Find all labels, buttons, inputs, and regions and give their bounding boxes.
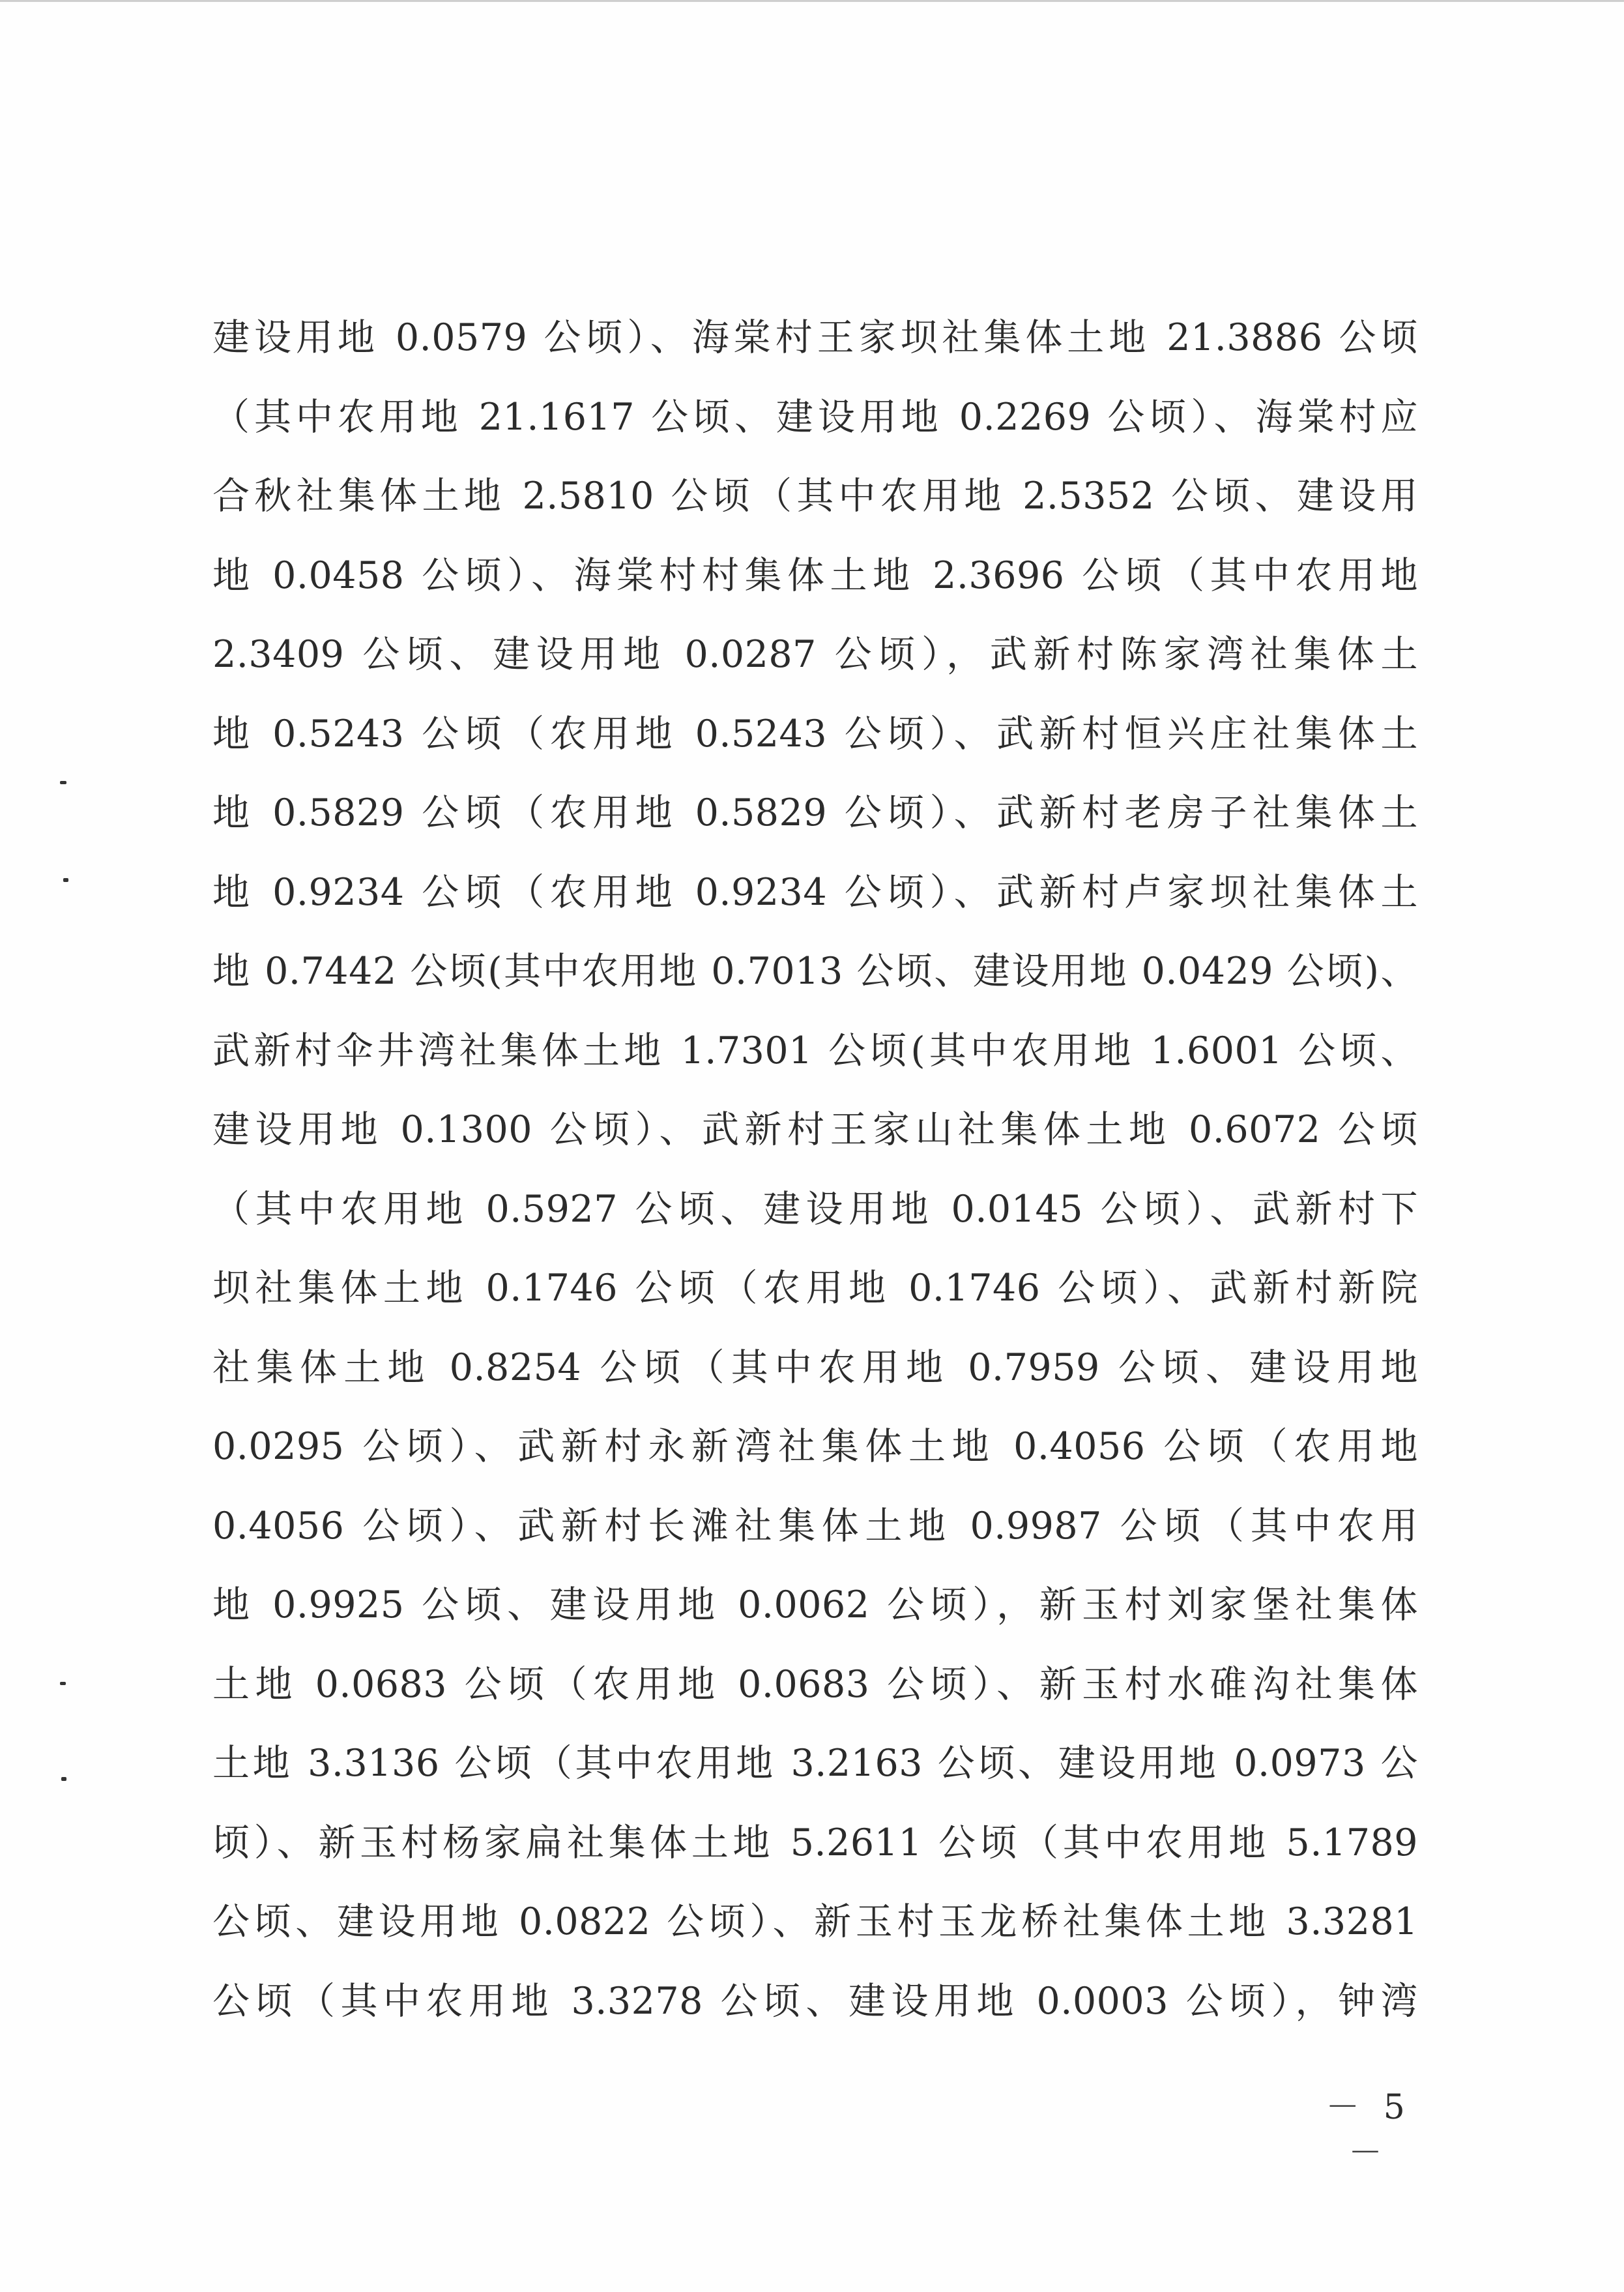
- page-number: － 5 －: [1326, 2088, 1412, 2173]
- scan-edge: [0, 0, 1624, 2]
- text-line: 建设用地 0.1300 公顷）、武新村王家山社集体土地 0.6072 公顷: [212, 1108, 1418, 1151]
- text-line: 2.3409 公顷、建设用地 0.0287 公顷），武新村陈家湾社集体土: [212, 633, 1418, 676]
- scan-speck: [61, 1777, 66, 1781]
- text-line: 地 0.9234 公顷（农用地 0.9234 公顷）、武新村卢家坝社集体土: [212, 870, 1418, 914]
- text-line: 建设用地 0.0579 公顷）、海棠村王家坝社集体土地 21.3886 公顷: [212, 316, 1418, 359]
- scan-speck: [60, 781, 66, 784]
- scan-speck: [63, 878, 68, 882]
- text-line: 地 0.0458 公顷）、海棠村村集体土地 2.3696 公顷（其中农用地: [212, 553, 1418, 597]
- text-line: 坝社集体土地 0.1746 公顷（农用地 0.1746 公顷）、武新村新院: [212, 1267, 1418, 1310]
- text-line: 武新村伞井湾社集体土地 1.7301 公顷(其中农用地 1.6001 公顷、: [212, 1029, 1418, 1072]
- text-line: 0.0295 公顷）、武新村永新湾社集体土地 0.4056 公顷（农用地: [212, 1425, 1418, 1468]
- text-line: 社集体土地 0.8254 公顷（其中农用地 0.7959 公顷、建设用地: [212, 1345, 1418, 1389]
- text-line: 合秋社集体土地 2.5810 公顷（其中农用地 2.5352 公顷、建设用: [212, 475, 1418, 518]
- text-line: 地 0.5829 公顷（农用地 0.5829 公顷）、武新村老房子社集体土: [212, 791, 1418, 834]
- text-line: 公顷（其中农用地 3.3278 公顷、建设用地 0.0003 公顷），钟湾: [212, 1979, 1418, 2023]
- text-line: 公顷、建设用地 0.0822 公顷）、新玉村玉龙桥社集体土地 3.3281: [212, 1900, 1418, 1943]
- text-line: 土地 0.0683 公顷（农用地 0.0683 公顷）、新玉村水碓沟社集体: [212, 1662, 1418, 1706]
- text-line: 土地 3.3136 公顷（其中农用地 3.2163 公顷、建设用地 0.0973 公: [212, 1742, 1418, 1785]
- text-line: （其中农用地 21.1617 公顷、建设用地 0.2269 公顷）、海棠村应: [212, 395, 1418, 439]
- scan-speck: [60, 1682, 66, 1685]
- text-line: 地 0.9925 公顷、建设用地 0.0062 公顷），新玉村刘家堡社集体: [212, 1583, 1418, 1626]
- body-text: [212, 299, 1418, 2041]
- text-line: 地 0.5243 公顷（农用地 0.5243 公顷）、武新村恒兴庄社集体土: [212, 712, 1418, 756]
- text-line: 顷）、新玉村杨家扁社集体土地 5.2611 公顷（其中农用地 5.1789: [212, 1821, 1418, 1864]
- text-line: 地 0.7442 公顷(其中农用地 0.7013 公顷、建设用地 0.0429 公顷)、: [212, 950, 1418, 993]
- text-line: （其中农用地 0.5927 公顷、建设用地 0.0145 公顷）、武新村下: [212, 1187, 1418, 1231]
- text-line: 0.4056 公顷）、武新村长滩社集体土地 0.9987 公顷（其中农用: [212, 1504, 1418, 1548]
